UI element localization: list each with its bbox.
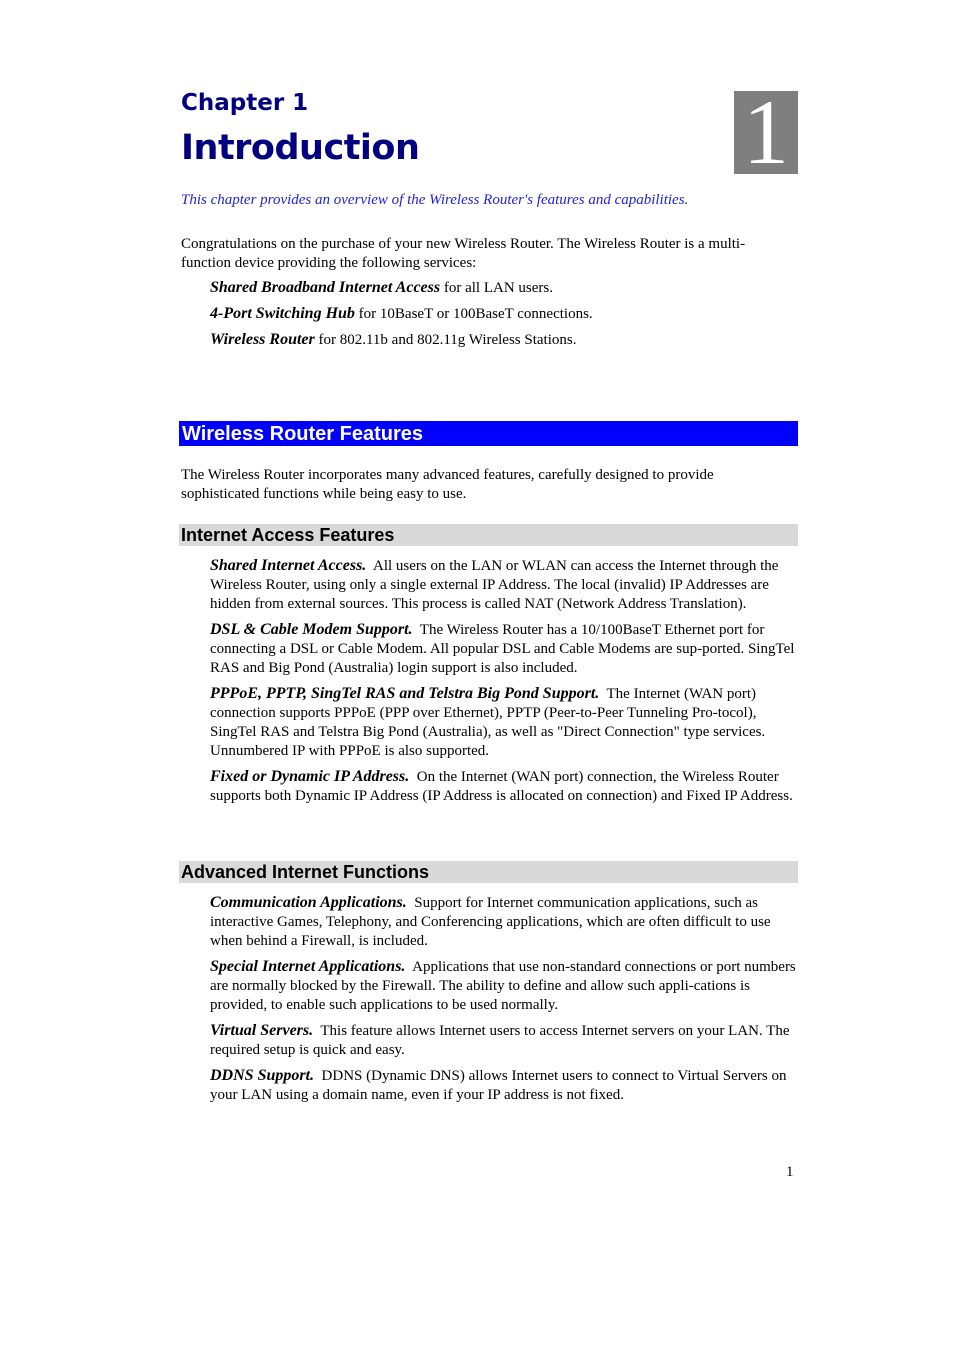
subsection-bar-advanced <box>179 861 798 883</box>
chapter-label: Chapter 1 <box>181 90 309 116</box>
service-item <box>210 330 798 350</box>
feature-term: Special Internet Applications. <box>210 958 406 975</box>
feature-text: DDNS (Dynamic DNS) allows Internet users to connect to Virtual Servers on your LAN using a domain name, even if your IP address is not fixed. <box>210 1068 787 1103</box>
feature-text: The Internet (WAN port) connection supports PPPoE (PPP over Ethernet), PPTP (Peer-to-Peer Tunneling Pro-tocol), SingTel RAS and Telstra Big Pond (Australia), as well as "Direct Connection" type services. Unnumbered IP with PPPoE is also supported. <box>210 686 766 759</box>
page-number: 1 <box>786 1164 794 1180</box>
intro-paragraph <box>181 235 745 273</box>
feature-text: The Wireless Router has a 10/100BaseT Ethernet port for connecting a DSL or Cable Modem. All popular DSL and Cable Modems are sup-ported. SingTel RAS and Big Pond (Australia) login support is also included. <box>210 622 795 676</box>
feature-item <box>210 957 798 1015</box>
feature-item <box>210 1066 798 1105</box>
section-intro <box>181 466 714 504</box>
feature-text: This feature allows Internet users to access Internet servers on your LAN. The required setup is quick and easy. <box>210 1023 790 1058</box>
feature-text: Support for Internet communication applications, such as interactive Games, Telephony, and Conferencing applications, which are often difficult to use when behind a Firewall, is included. <box>210 895 771 949</box>
services-list <box>210 278 798 356</box>
subsection-heading: Internet Access Features <box>181 525 395 545</box>
service-text: for 802.11b and 802.11g Wireless Stations. <box>314 332 577 348</box>
feature-item <box>210 1021 798 1060</box>
feature-item <box>210 767 798 806</box>
internet-access-features <box>210 556 798 812</box>
feature-item <box>210 684 798 761</box>
feature-text: Applications that use non-standard connections or port numbers are normally blocked by the Firewall. The ability to define and allow such appli-cations is provided, to enable such applications to be used normally. <box>210 959 796 1013</box>
service-item <box>210 278 798 298</box>
feature-item <box>210 556 798 614</box>
feature-term: DSL & Cable Modem Support. <box>210 621 413 638</box>
subsection-bar-internet-access <box>179 524 798 546</box>
service-term: Shared Broadband Internet Access <box>210 279 441 296</box>
feature-term: Shared Internet Access. <box>210 557 367 574</box>
feature-term: Virtual Servers. <box>210 1022 314 1039</box>
feature-text: On the Internet (WAN port) connection, the Wireless Router supports both Dynamic IP Address (IP Address is allocated on connection) and Fixed IP Address. <box>210 769 793 804</box>
chapter-title: Introduction <box>181 128 420 168</box>
service-item <box>210 304 798 324</box>
feature-item <box>210 620 798 678</box>
feature-term: Fixed or Dynamic IP Address. <box>210 768 410 785</box>
chapter-number-box: 1 <box>734 91 798 174</box>
service-term: Wireless Router <box>210 331 315 348</box>
intro-line-1: Congratulations on the purchase of your new Wireless Router. The Wireless Router is a multi- <box>181 236 746 252</box>
feature-term: DDNS Support. <box>210 1067 315 1084</box>
intro-line-2: function device providing the following services: <box>181 255 477 271</box>
service-text: for 10BaseT or 100BaseT connections. <box>354 306 593 322</box>
service-text: for all LAN users. <box>440 280 553 296</box>
section-intro-line-1: The Wireless Router incorporates many advanced features, carefully designed to provide <box>181 467 714 483</box>
feature-term: Communication Applications. <box>210 894 407 911</box>
feature-term: PPPoE, PPTP, SingTel RAS and Telstra Big Pond Support. <box>210 685 600 702</box>
subsection-heading: Advanced Internet Functions <box>181 862 430 882</box>
service-term: 4-Port Switching Hub <box>210 305 355 322</box>
feature-text: All users on the LAN or WLAN can access the Internet through the Wireless Router, using only a single external IP Address. The local (invalid) IP Addresses are hidden from external sources. This process is called NAT (Network Address Translation). <box>210 558 779 612</box>
section-heading-bar <box>179 421 798 446</box>
chapter-summary: This chapter provides an overview of the Wireless Router's features and capabilities. <box>181 192 689 208</box>
section-heading: Wireless Router Features <box>182 423 424 445</box>
feature-item <box>210 893 798 951</box>
advanced-features <box>210 893 798 1111</box>
section-intro-line-2: sophisticated functions while being easy to use. <box>181 486 467 502</box>
